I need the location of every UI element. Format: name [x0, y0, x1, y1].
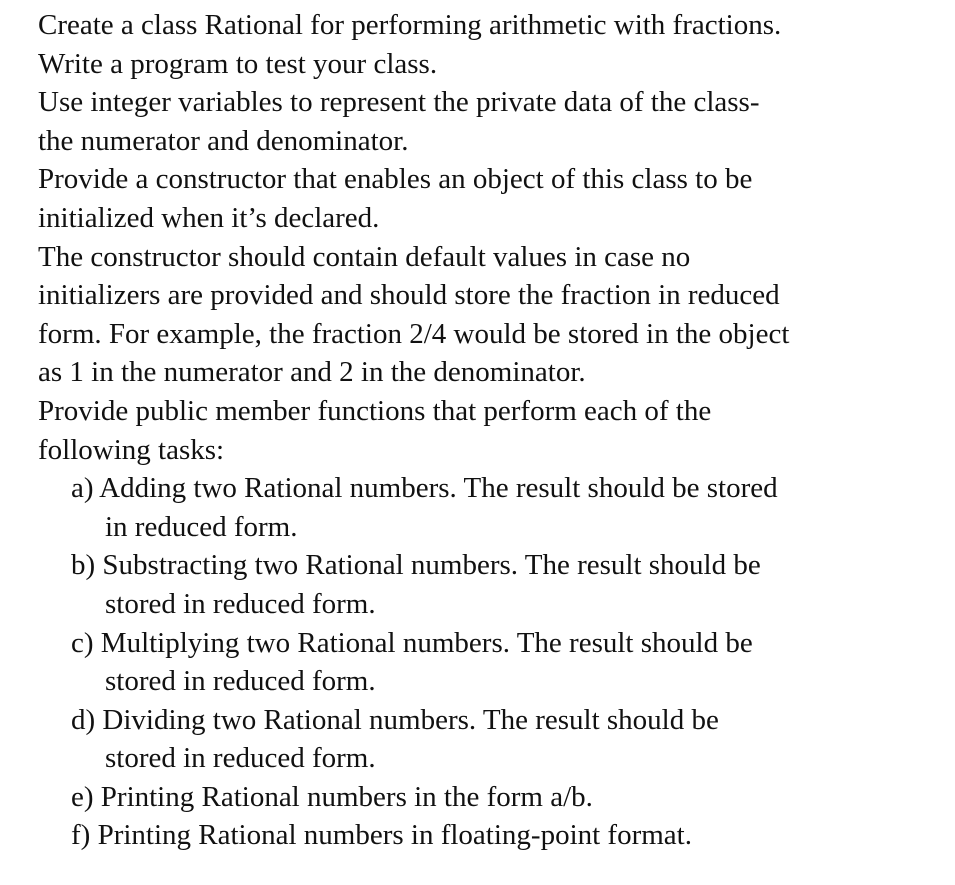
paragraph-private-data [38, 83, 943, 160]
task-text-continued: stored in reduced form. [105, 587, 376, 620]
text-line: Provide public member functions that perform each of the [38, 394, 712, 427]
text-line: Provide a constructor that enables an object of this class to be [38, 163, 753, 196]
text-line: the numerator and denominator. [38, 124, 409, 157]
task-text-continued: stored in reduced form. [105, 742, 376, 775]
task-text: a) Adding two Rational numbers. The result should be stored [71, 472, 778, 505]
text-line: initialized when it’s declared. [38, 201, 380, 234]
task-item-c [38, 624, 943, 701]
text-line: The constructor should contain default values in case no [38, 240, 691, 273]
paragraph-intro [38, 6, 943, 83]
paragraph-constructor [38, 160, 943, 237]
task-text: c) Multiplying two Rational numbers. The result should be [71, 626, 753, 659]
text-line: as 1 in the numerator and 2 in the denominator. [38, 356, 586, 389]
task-item-b [38, 546, 943, 623]
paragraph-member-functions [38, 392, 943, 469]
task-item-d [38, 701, 943, 778]
task-text: d) Dividing two Rational numbers. The result should be [71, 703, 719, 736]
text-line: following tasks: [38, 433, 225, 466]
task-text: e) Printing Rational numbers in the form a/b. [71, 780, 593, 813]
task-item-f [38, 816, 943, 855]
text-line: initializers are provided and should store the fraction in reduced [38, 279, 780, 312]
text-line: form. For example, the fraction 2/4 would be stored in the object [38, 317, 790, 350]
text-line: Write a program to test your class. [38, 47, 438, 80]
text-line: Create a class Rational for performing arithmetic with fractions. [38, 9, 782, 41]
task-text: f) Printing Rational numbers in floating-point format. [71, 819, 692, 852]
task-text-continued: in reduced form. [105, 510, 298, 543]
task-item-a [38, 469, 943, 546]
task-text: b) Substracting two Rational numbers. The result should be [71, 549, 761, 582]
paragraph-default-values [38, 238, 943, 392]
assignment-document [38, 6, 943, 855]
task-text-continued: stored in reduced form. [105, 665, 376, 698]
task-item-e [38, 778, 943, 817]
task-list [38, 469, 943, 855]
text-line: Use integer variables to represent the private data of the class- [38, 86, 760, 119]
